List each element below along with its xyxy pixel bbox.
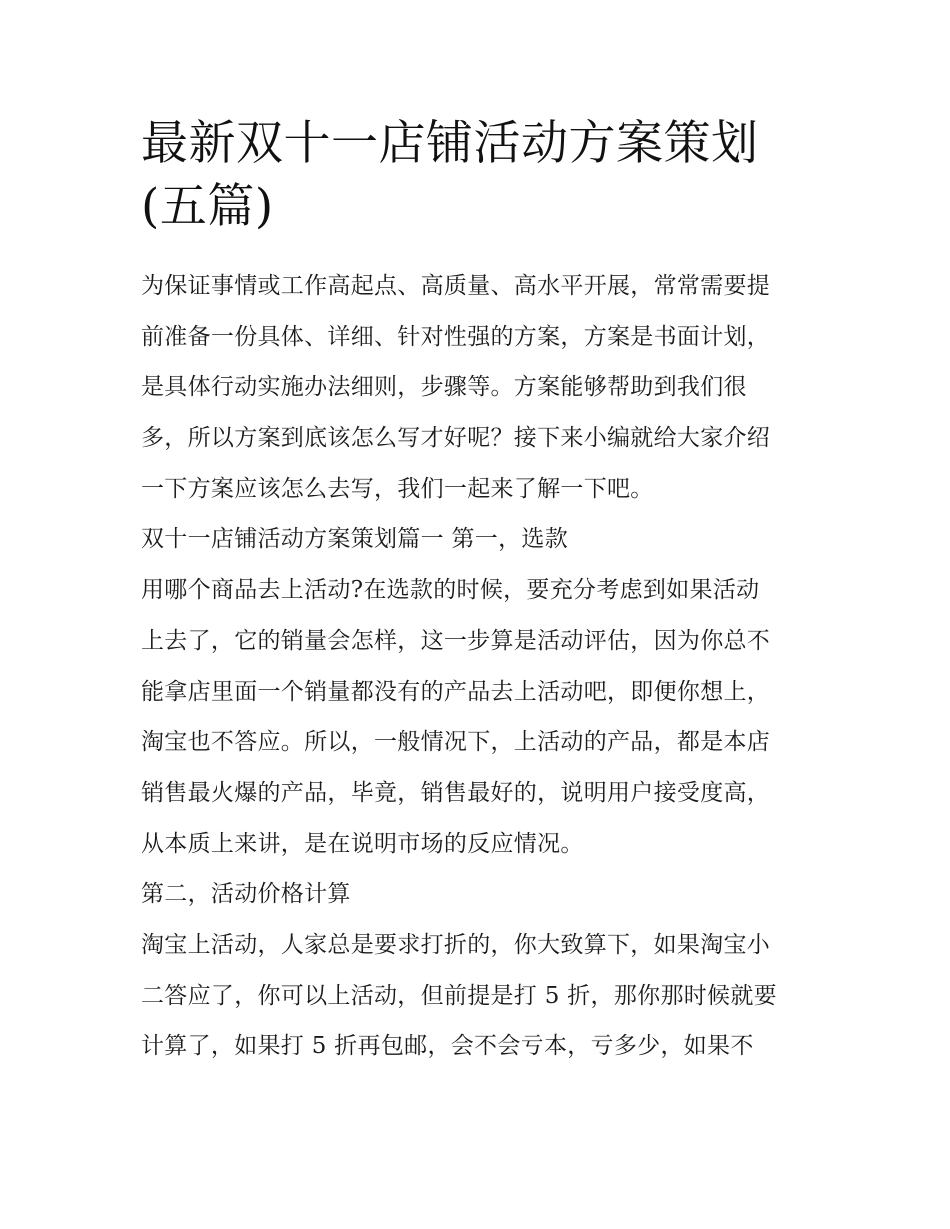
intro-paragraph (141, 261, 813, 514)
section-2-paragraph (141, 920, 813, 1072)
body-line: 是具体行动实施办法细则，步骤等。方案能够帮助到我们很 (141, 374, 747, 401)
title-line-1: 最新双十一店铺活动方案策划 (141, 116, 759, 171)
body-line: 从本质上来讲，是在说明市场的反应情况。 (141, 830, 584, 857)
title-line-2: (五篇) (141, 179, 274, 234)
body-line: 计算了，如果打 5 折再包邮，会不会亏本，亏多少，如果不 (141, 1033, 754, 1060)
section-heading: 第二，活动价格计算 (141, 881, 351, 908)
body-line: 能拿店里面一个销量都没有的产品去上活动吧，即便你想上， (141, 678, 771, 705)
document-title (141, 112, 813, 238)
body-line: 多，所以方案到底该怎么写才好呢？接下来小编就给大家介绍 (141, 425, 771, 452)
document-body (141, 261, 813, 1072)
body-line: 一下方案应该怎么去写，我们一起来了解一下吧。 (141, 475, 654, 502)
body-line: 为保证事情或工作高起点、高质量、高水平开展，常常需要提 (141, 273, 771, 299)
body-line: 上去了，它的销量会怎样，这一步算是活动评估，因为你总不 (141, 627, 771, 654)
section-1-paragraph (141, 565, 813, 869)
document-page (141, 112, 813, 1072)
body-line: 淘宝也不答应。所以，一般情况下，上活动的产品，都是本店 (141, 729, 771, 756)
section-heading-1 (141, 514, 813, 565)
body-line: 销售最火爆的产品，毕竟，销售最好的，说明用户接受度高， (141, 779, 771, 806)
body-line: 淘宝上活动，人家总是要求打折的，你大致算下，如果淘宝小 (141, 931, 771, 958)
section-heading-2 (141, 869, 813, 920)
body-line: 二答应了，你可以上活动，但前提是打 5 折，那你那时候就要 (141, 982, 777, 1009)
body-line: 前准备一份具体、详细、针对性强的方案，方案是书面计划， (141, 323, 771, 350)
body-line: 用哪个商品去上活动?在选款的时候，要充分考虑到如果活动 (141, 577, 760, 604)
section-heading: 双十一店铺活动方案策划篇一 第一，选款 (141, 526, 569, 553)
